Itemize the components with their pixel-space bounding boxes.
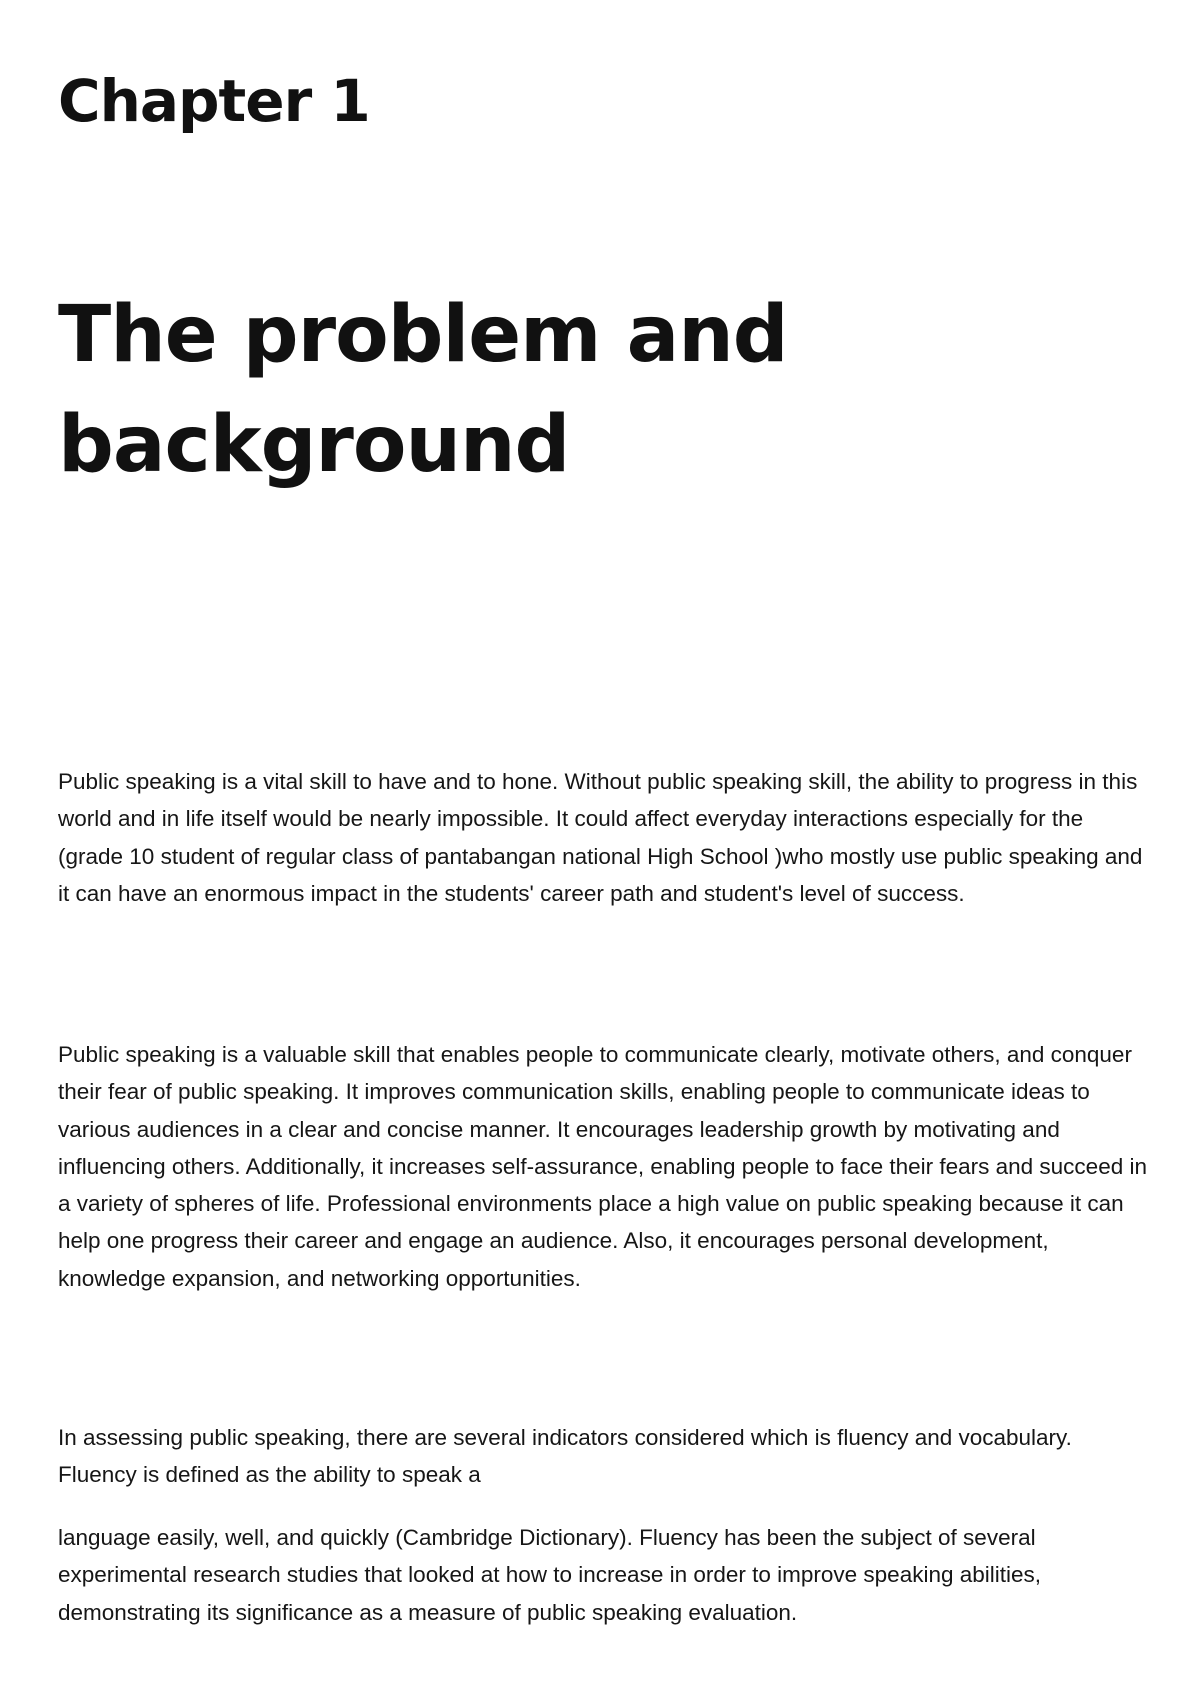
paragraph-benefits: Public speaking is a valuable skill that enables people to communicate clearly, motivate others, and conquer their fear of public speaking. It improves communication skills, enabling people to communicate ideas to various audiences in a clear and concise manner. It encourages leadership growth by motivating and influencing others. Additionally, it increases self-assurance, enabling people to face their fears and succeed in a variety of spheres of life. Professional environments place a high value on public speaking because it can help one progress their career and engage an audience. Also, it encourages personal development, knowledge expansion, and networking opportunities.: [58, 1042, 1147, 1291]
section-heading: The problem and background: [58, 290, 788, 490]
paragraph-importance: Public speaking is a vital skill to have and to hone. Without public speaking skill, the ability to progress in this world and in life itself would be nearly impossible. It could affect everyday interactions especially for the (grade 10 student of regular class of pantabangan national High School )who mostly use public speaking and it can have an enormous impact in the students' career path and student's level of success.: [58, 769, 1143, 906]
chapter-heading: Chapter 1: [58, 67, 370, 135]
paragraph-fluency: language easily, well, and quickly (Cambridge Dictionary). Fluency has been the subject of several experimental research studies that looked at how to increase in order to improve speaking abilities, demonstrating its significance as a measure of public speaking evaluation.: [58, 1525, 1042, 1625]
paragraph-indicators: In assessing public speaking, there are several indicators considered which is fluency and vocabulary. Fluency is defined as the ability to speak a: [58, 1425, 1072, 1488]
